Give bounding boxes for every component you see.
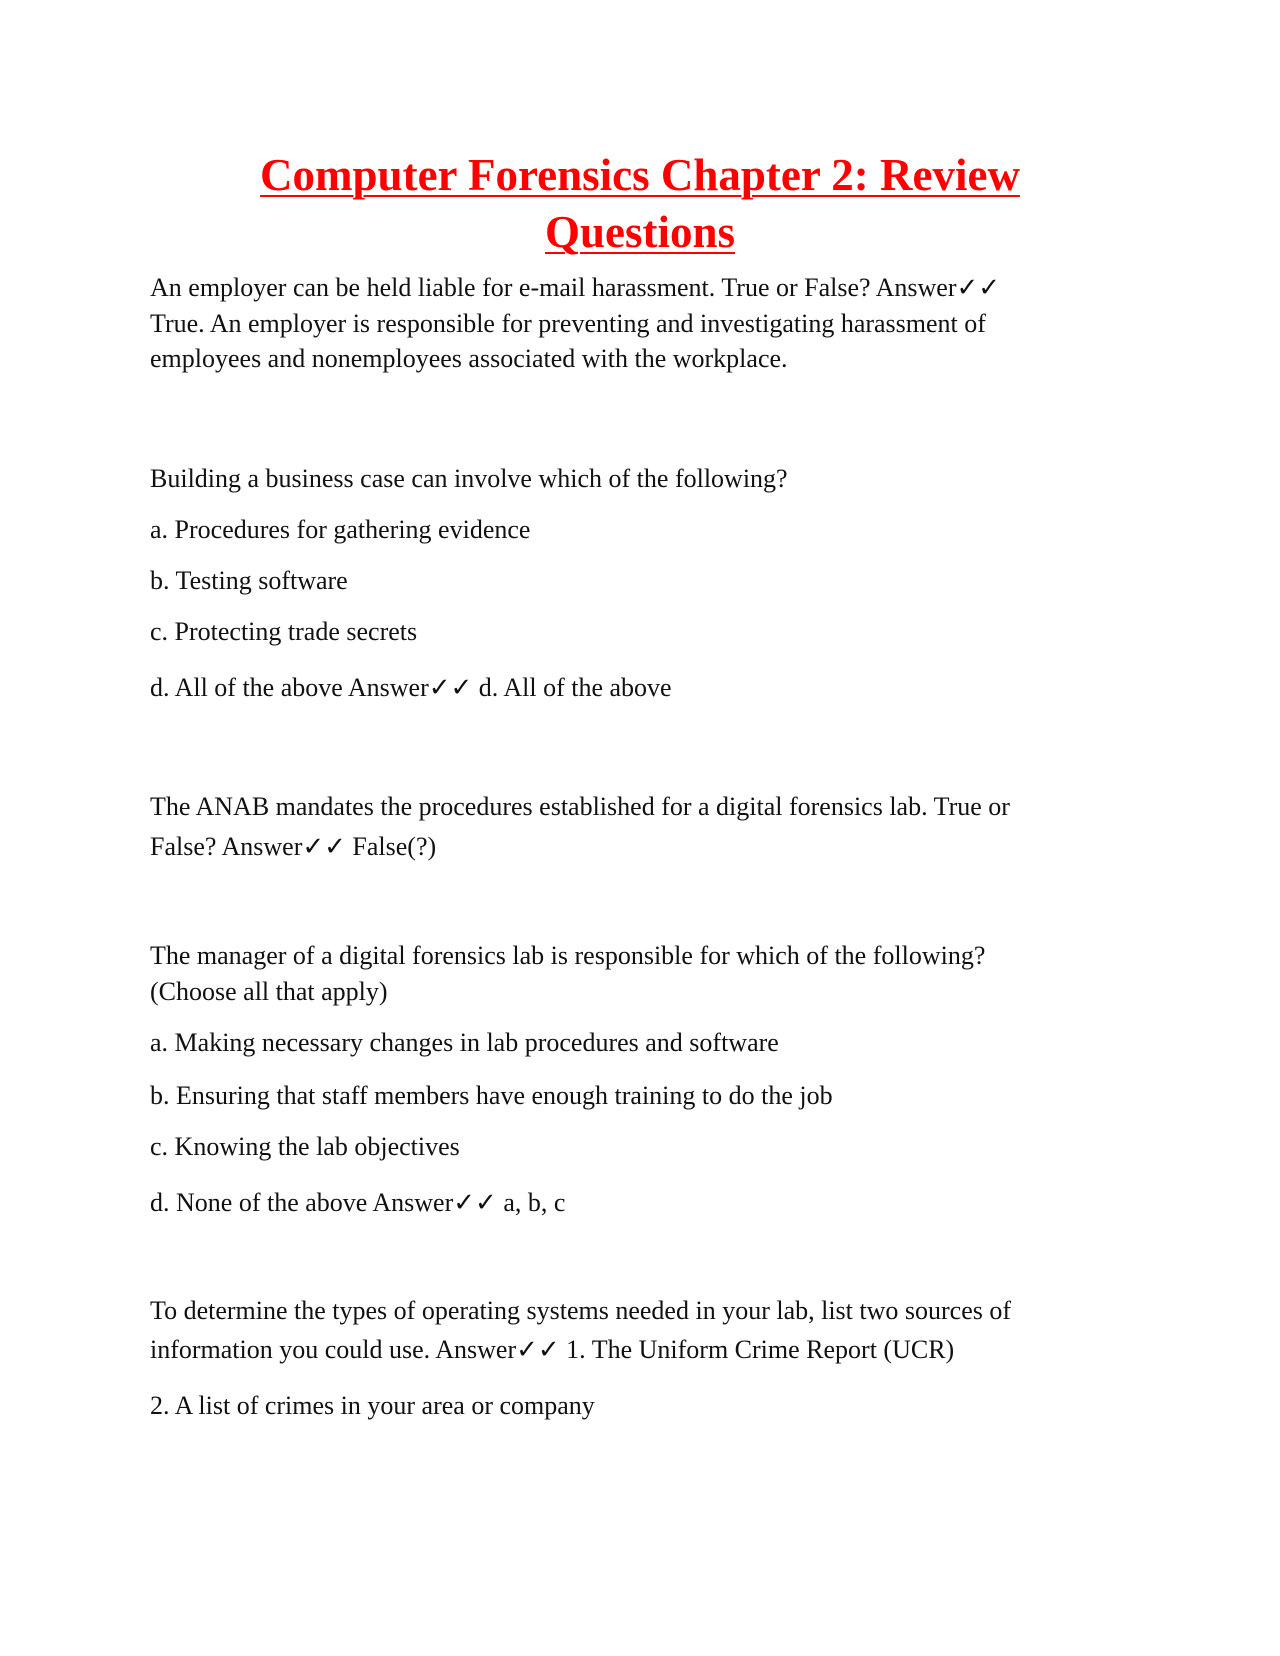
question-1-line-2: True. An employer is responsible for preventing and investigating harassment of [150, 309, 986, 338]
question-3-line-2: False? Answer✓✓ False(?) [150, 832, 437, 861]
question-2-option-b: b. Testing software [150, 566, 348, 595]
page-title [150, 147, 1130, 261]
question-2-stem: Building a business case can involve which of the following? [150, 464, 788, 493]
question-5-line-2: information you could use. Answer✓✓ 1. The Uniform Crime Report (UCR) [150, 1335, 955, 1364]
question-4-option-c: c. Knowing the lab objectives [150, 1132, 460, 1161]
question-5-line-3: 2. A list of crimes in your area or company [150, 1391, 595, 1420]
question-3-line-1: The ANAB mandates the procedures established for a digital forensics lab. True or [150, 792, 1010, 821]
question-5-line-1: To determine the types of operating systems needed in your lab, list two sources of [150, 1296, 1012, 1325]
question-4-option-b: b. Ensuring that staff members have enough training to do the job [150, 1081, 833, 1110]
question-4-line-1: The manager of a digital forensics lab is responsible for which of the following? [150, 941, 986, 970]
question-2-option-c: c. Protecting trade secrets [150, 617, 418, 646]
question-4-option-d: d. None of the above Answer✓✓ a, b, c [150, 1188, 566, 1217]
question-4-option-a: a. Making necessary changes in lab procedures and software [150, 1028, 779, 1057]
title-line-2: Questions [544, 207, 736, 257]
question-1-line-3: employees and nonemployees associated with the workplace. [150, 344, 788, 373]
question-1-line-1: An employer can be held liable for e-mail harassment. True or False? Answer✓✓ [150, 273, 1001, 302]
question-2-option-d: d. All of the above Answer✓✓ d. All of the above [150, 673, 672, 702]
title-line-1: Computer Forensics Chapter 2: Review [260, 150, 1020, 200]
question-2-option-a: a. Procedures for gathering evidence [150, 515, 531, 544]
question-4-line-2: (Choose all that apply) [150, 977, 388, 1006]
